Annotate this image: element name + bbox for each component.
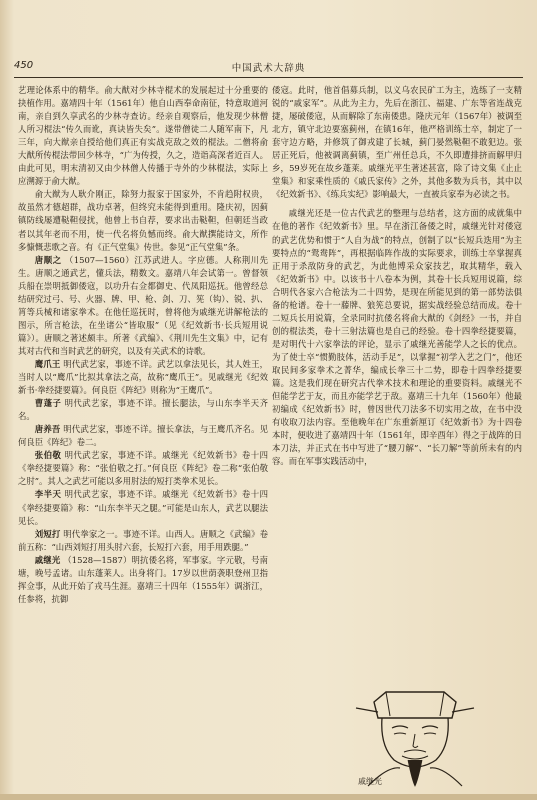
entry-body: 明代拳家之一。事迹不详。山西人。唐顺之《武编》卷前五称：“山西刘短打用头肘六套，长短打六套，用手用跌腿。”: [18, 528, 269, 552]
right-text-column: [272, 84, 522, 468]
page-number: 450: [14, 60, 34, 71]
entry-headword: 唐顺之: [34, 254, 62, 265]
dictionary-entry: [18, 449, 268, 488]
entry-body: （1507—1560）江苏武进人。字应德。人称荆川先生。唐顺之通武艺，懂兵法，精数文。嘉靖八年会试第一。曾督领兵船在崇明抵御倭寇，以功升右佥都御史、代凤阳巡抚。他曾经总结研究过弓、号、火器、牌、甲、枪、剑、刀、筅（钩）、锐、扒、筲等兵械和诸家拳术。在他任巡抚时，曾将他为戚继光讲解枪法的图示，所言枪法，在坐诸公“皆取服”（见《纪效新书·长兵短用说篇》）。唐顺之著述颇丰。所著《武编》、《荆川先生文集》中，记有其对古代和当时武艺的研究，以及有关武术的诗歌。: [18, 254, 268, 356]
dictionary-entry: [18, 554, 268, 606]
entry-headword: 曹蓬子: [34, 398, 62, 409]
body-paragraph: 俞大猷为人耿介刚正，除努力报家于国家外，不肯趋附权贵，故虽然才德超群，战功卓著，但终究未能得到重用。隆庆初，因蓟镇防线屡遭鞑靼侵扰，他曾上书自荐，要求出击鞑靼，但朝廷当政者以其年老而不用，使一代名将负憾而终。俞大猷撰能诗文，所作多慷慨悲歌之音。有《正气堂集》传世。参见“正气堂集”条。: [18, 189, 268, 252]
body-paragraph: 艺理论体系中的精华。俞大猷对少林寺棍术的发展起过十分重要的抉植作用。嘉靖四十年（1561年）他自山西奉命南征，特意取道河南，亲自到久享武名的少林寺查访。经亲自观察后，他发现少林僧人所习棍法“传久而讹，真诀皆失矣”。遂带僧徒二人随军南下，凡三年，向大猷亲自授给他们真正有实战克敌之效的棍法。二僧将俞大猷所传棍法带回少林寺，“广为传授，久之，造诣高深者近百人。由此可见，明末清初又由少林僧人传播于寺外的少林棍法，实际上应溯源于俞大猷。: [18, 85, 268, 187]
dictionary-entry: [18, 397, 268, 423]
entry-body: 明代武艺家，事迹不详。武艺以拿法见长，其人姓王，当时人以“鹰爪”比拟其拿法之高，故称“鹰爪王”。见戚继光《纪效新书·拳经捷要篇》。何良臣《阵纪》则称为“王鹰爪”。: [18, 358, 269, 396]
entry-body: 明代武艺家，事迹不详。擅长腿法，与山东李半天齐名。: [18, 398, 269, 422]
dictionary-entry: [18, 528, 268, 554]
portrait-illustration: [328, 688, 508, 788]
page-bottom-edge: [0, 794, 537, 800]
portrait-caption: 戚继光: [358, 777, 382, 786]
entry-headword: 鹰爪王: [34, 358, 61, 369]
entry-body: 明代武艺家，事迹不详。戚继光《纪效新书》卷十四《拳经捷要篇》称：“张伯敬之打。”何良臣《阵纪》卷二称“张伯敬之肘”。其人之武艺可能以多用肘法的短打类拳术见长。: [18, 450, 269, 487]
entry-body: （1528—1587）明抗倭名将，军事家。字元敬，号南塘，晚号孟诸。山东蓬莱人。出身将门。17岁以世荫袭职登州卫指挥佥事，从此开始了戎马生涯。嘉靖三十四年（1555年）调浙江，任参将，抗御: [18, 554, 268, 604]
entry-headword: 唐养吾: [34, 424, 61, 435]
entry-headword: 张伯敬: [34, 450, 62, 461]
header-divider: [14, 77, 523, 78]
dictionary-entry: [18, 488, 268, 527]
qi-jiguang-portrait: [328, 688, 508, 788]
body-paragraph: 戚继光还是一位古代武艺的整理与总结者，这方面的成就集中在他的著作《纪效新书》里。早在浙江备倭之时，戚继光针对倭寇的武艺优势和惯于“人自为战”的特点，创制了以“长短兵迭用”为主要特点的“鸳鸯阵”，再根据临阵作战的实际要求，训练士卒掌握真正用于杀敌防身的武艺，为此他博采众家技艺，取其精华，载入《纪效新书》中。以该书十八卷本为例，其卷十长兵短用说篇，综合明代各家六合枪法为二十四势，是现在所能见到的第一部势法俱备的枪谱。卷十一藤牌、狼筅总要说，据实战经验总结而成。卷十二短兵长用说篇，全录同时抗倭名将俞大猷的《剑经》一书，并自创的棍法类，卷十三射法篇也是自己的经验。卷十四拳经捷要篇，是对明代十六家拳法的评论，显示了戚继光善能学人之长的优点。为了使士卒“惯勤肢体，活动手足”，以掌握“初学入艺之门”，他还取民间多家拳术之菁华，编成长拳三十二势，即卷十四拳经捷要篇。这是我们现在研究古代拳术技术和理论的重要资料。戚继光不但能学艺于友，而且亦能学艺于敌。嘉靖三十九年（1560年）他最初编成《纪效新书》时，曾因世代刀法多不切实用之故，在书中没有收取刀法内容。至他晚年在广东重新厘订《纪效新书》为十四卷本时，便收进了嘉靖四十年（1561年，即辛酉年）得之于战阵的日本刀法，并正式在书中写进了“腰刀解”、“长刀解”等前所未有的内容。而在军事实践活动中，: [272, 208, 522, 467]
page-header: [14, 60, 523, 76]
entry-headword: 戚继光: [34, 554, 61, 565]
dictionary-entry: [18, 358, 268, 397]
body-paragraph: 倭寇。此时，他首倡募兵制，以义乌农民矿工为主，选练了一支精锐的“戚家军”。从此为主力，先后在浙江、福建、广东等省连战克捷，屡破倭寇，从而解除了东南倭患。隆庆元年（1567年）被调至北方，镇守北边要塞蓟州，在镇16年，他严格训练士卒，制定了一套守边方略，并修筑了御戎建了长城，蓟门晏然鞑靼不敢犯边。张居正死后，他被调离蓟镇，至广州任总兵，不久即遭排挤而解甲归乡，59岁死在故乡蓬莱。戚继光平生著述甚富，除了诗文集《止止堂集》和家乘性质的《戚氏家传》之外，其他多数为兵书，其中以《纪效新书》、《练兵实纪》影响最大，一直被兵家奉为必读之书。: [272, 85, 522, 200]
entry-headword: 刘短打: [34, 528, 61, 539]
entry-body: 明代武艺家，事迹不详。擅长拿法，与王鹰爪齐名。见何良臣《阵纪》卷二。: [18, 424, 269, 448]
dictionary-entry: [18, 423, 268, 449]
running-title: 中国武术大辞典: [231, 63, 306, 74]
entry-headword: 李半天: [34, 489, 62, 500]
left-text-column: [18, 84, 268, 606]
entry-body: 明代武艺家，事迹不详。戚继光《纪效新书》卷十四《拳经捷要篇》称：“山东李半天之腿。”可能是山东人，武艺以腿法见长。: [18, 489, 269, 526]
dictionary-entry: [18, 254, 268, 358]
